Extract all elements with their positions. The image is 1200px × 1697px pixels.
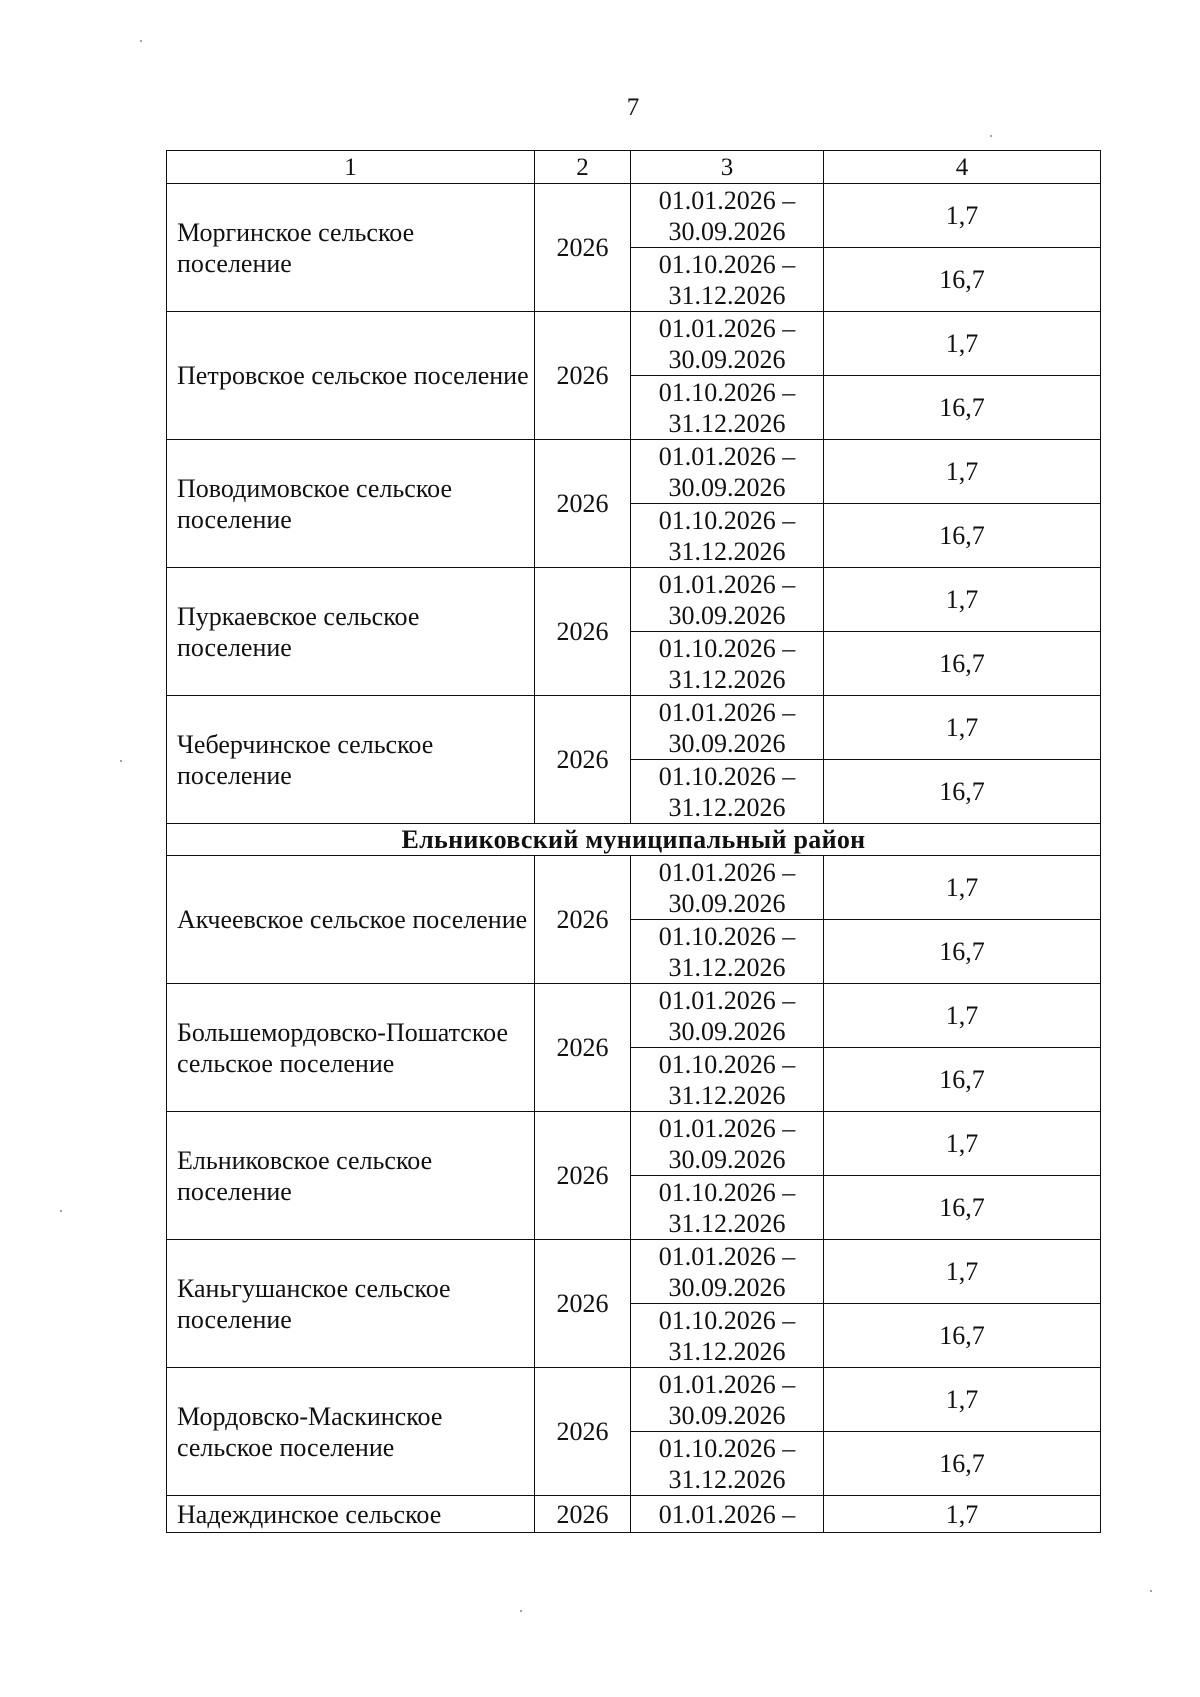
settlement-name: Надеждинское сельское bbox=[167, 1496, 535, 1533]
value-cell: 16,7 bbox=[824, 760, 1101, 824]
table-row bbox=[167, 696, 1101, 760]
page-number: 7 bbox=[626, 94, 640, 121]
settlement-name: Каньгушанское сельское поселение bbox=[167, 1240, 535, 1368]
value-cell: 1,7 bbox=[824, 568, 1101, 632]
settlement-name: Петровское сельское поселение bbox=[167, 312, 535, 440]
table-header-row bbox=[167, 151, 1101, 184]
period-cell: 01.10.2026 – 31.12.2026 bbox=[631, 376, 824, 440]
year-cell: 2026 bbox=[535, 1112, 631, 1240]
scan-speck bbox=[60, 1210, 62, 1212]
value-cell: 1,7 bbox=[824, 984, 1101, 1048]
value-cell: 16,7 bbox=[824, 1304, 1101, 1368]
year-cell: 2026 bbox=[535, 1496, 631, 1533]
period-cell: 01.10.2026 – 31.12.2026 bbox=[631, 632, 824, 696]
year-cell: 2026 bbox=[535, 984, 631, 1112]
value-cell: 16,7 bbox=[824, 1048, 1101, 1112]
period-cell: 01.10.2026 – 31.12.2026 bbox=[631, 1432, 824, 1496]
value-cell: 16,7 bbox=[824, 632, 1101, 696]
settlement-name: Акчеевское сельское поселение bbox=[167, 856, 535, 984]
scan-speck bbox=[140, 40, 142, 42]
table-row bbox=[167, 1240, 1101, 1304]
year-cell: 2026 bbox=[535, 312, 631, 440]
header-col-4: 4 bbox=[824, 151, 1101, 184]
value-cell: 16,7 bbox=[824, 1432, 1101, 1496]
table-row bbox=[167, 184, 1101, 248]
value-cell: 16,7 bbox=[824, 376, 1101, 440]
value-cell: 1,7 bbox=[824, 1240, 1101, 1304]
section-row bbox=[167, 824, 1101, 856]
value-cell: 16,7 bbox=[824, 920, 1101, 984]
period-cell: 01.10.2026 – 31.12.2026 bbox=[631, 1304, 824, 1368]
value-cell: 16,7 bbox=[824, 248, 1101, 312]
year-cell: 2026 bbox=[535, 184, 631, 312]
table-row bbox=[167, 1496, 1101, 1533]
period-cell: 01.01.2026 – 30.09.2026 bbox=[631, 696, 824, 760]
table-row bbox=[167, 568, 1101, 632]
scan-speck bbox=[990, 135, 992, 137]
period-cell: 01.01.2026 – 30.09.2026 bbox=[631, 1112, 824, 1176]
header-col-2: 2 bbox=[535, 151, 631, 184]
period-cell: 01.01.2026 – 30.09.2026 bbox=[631, 1368, 824, 1432]
value-cell: 1,7 bbox=[824, 1368, 1101, 1432]
settlement-name: Мордовско-Маскинское сельское поселение bbox=[167, 1368, 535, 1496]
year-cell: 2026 bbox=[535, 1368, 631, 1496]
settlement-name: Чеберчинское сельское поселение bbox=[167, 696, 535, 824]
settlement-name: Моргинское сельское поселение bbox=[167, 184, 535, 312]
value-cell: 1,7 bbox=[824, 1112, 1101, 1176]
year-cell: 2026 bbox=[535, 440, 631, 568]
value-cell: 1,7 bbox=[824, 696, 1101, 760]
period-cell: 01.01.2026 – 30.09.2026 bbox=[631, 568, 824, 632]
period-cell: 01.10.2026 – 31.12.2026 bbox=[631, 248, 824, 312]
header-col-1: 1 bbox=[167, 151, 535, 184]
value-cell: 1,7 bbox=[824, 184, 1101, 248]
table-row bbox=[167, 984, 1101, 1048]
value-cell: 16,7 bbox=[824, 504, 1101, 568]
header-col-3: 3 bbox=[631, 151, 824, 184]
period-cell: 01.01.2026 – 30.09.2026 bbox=[631, 1240, 824, 1304]
table-row bbox=[167, 856, 1101, 920]
period-cell: 01.10.2026 – 31.12.2026 bbox=[631, 920, 824, 984]
section-title: Ельниковский муниципальный район bbox=[167, 824, 1101, 856]
year-cell: 2026 bbox=[535, 856, 631, 984]
period-cell: 01.01.2026 – 30.09.2026 bbox=[631, 440, 824, 504]
rates-table bbox=[166, 150, 1101, 1533]
table-row bbox=[167, 440, 1101, 504]
period-cell: 01.01.2026 – 30.09.2026 bbox=[631, 856, 824, 920]
period-cell: 01.01.2026 – 30.09.2026 bbox=[631, 312, 824, 376]
settlement-name: Поводимовское сельское поселение bbox=[167, 440, 535, 568]
year-cell: 2026 bbox=[535, 1240, 631, 1368]
period-cell: 01.10.2026 – 31.12.2026 bbox=[631, 1176, 824, 1240]
scan-speck bbox=[120, 760, 122, 762]
settlement-name: Большемордовско-Пошатское сельское поселение bbox=[167, 984, 535, 1112]
table-row bbox=[167, 312, 1101, 376]
settlement-name: Ельниковское сельское поселение bbox=[167, 1112, 535, 1240]
period-cell: 01.01.2026 – 30.09.2026 bbox=[631, 984, 824, 1048]
period-cell: 01.10.2026 – 31.12.2026 bbox=[631, 760, 824, 824]
period-cell: 01.10.2026 – 31.12.2026 bbox=[631, 504, 824, 568]
scan-speck bbox=[520, 1610, 522, 1612]
table-row bbox=[167, 1368, 1101, 1432]
table-row bbox=[167, 1112, 1101, 1176]
year-cell: 2026 bbox=[535, 696, 631, 824]
year-cell: 2026 bbox=[535, 568, 631, 696]
period-cell: 01.01.2026 – bbox=[631, 1496, 824, 1533]
value-cell: 1,7 bbox=[824, 312, 1101, 376]
settlement-name: Пуркаевское сельское поселение bbox=[167, 568, 535, 696]
scan-speck bbox=[1150, 1590, 1152, 1592]
value-cell: 1,7 bbox=[824, 440, 1101, 504]
value-cell: 1,7 bbox=[824, 1496, 1101, 1533]
period-cell: 01.10.2026 – 31.12.2026 bbox=[631, 1048, 824, 1112]
value-cell: 1,7 bbox=[824, 856, 1101, 920]
period-cell: 01.01.2026 – 30.09.2026 bbox=[631, 184, 824, 248]
value-cell: 16,7 bbox=[824, 1176, 1101, 1240]
